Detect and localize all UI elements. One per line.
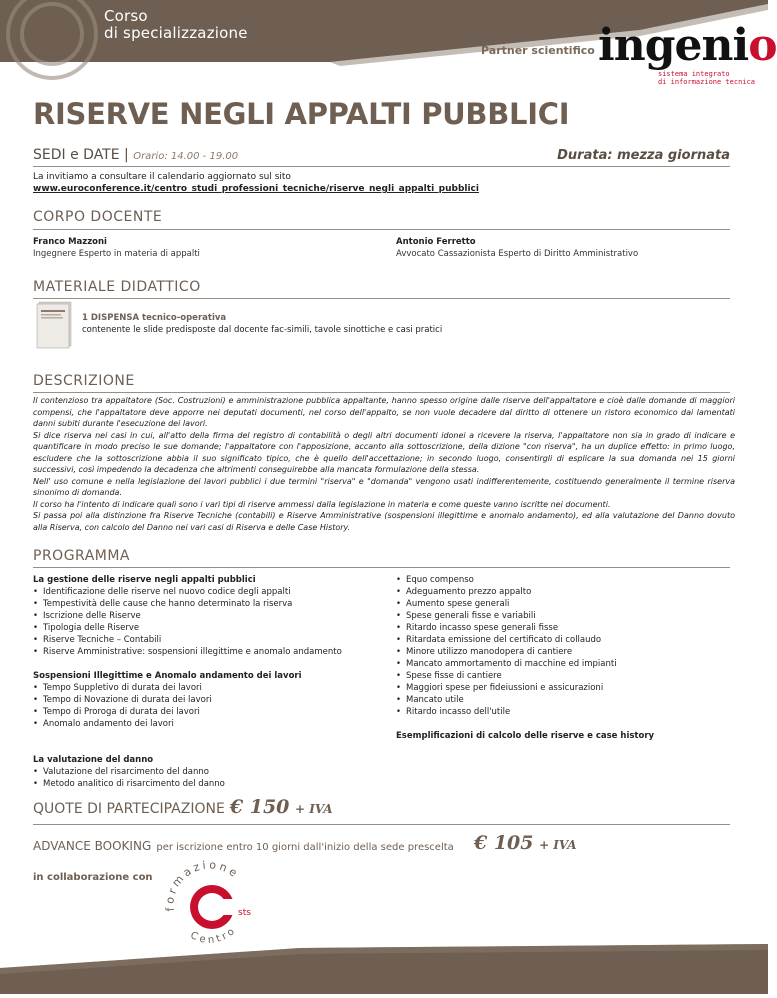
footer-band	[0, 944, 768, 994]
list-item: • Adeguamento prezzo appalto	[396, 586, 654, 598]
divider	[33, 298, 730, 299]
description-paragraph: Si dice riserva nei casi in cui, all'atto della firma del registro di contabilità o degli altri documenti idonei a ricevere la riserva, l'appaltatore non sia in grado di indicare e quantificare in modo preciso le sue domande; l'appaltatore con l'apposizione, accanto alla sottoscrizione, della dizione "con riserva", ha un duplice effetto: in primo luogo, escludere che la sottoscrizione abbia il suo significato tipico, che è quello dell'accettazione; in secondo luogo, consentirgli di esplicare la sua domanda nei 15 giorni successivi, così impedendo la decadenza che altrimenti conseguirebbe alla mancata formulazione della stessa.	[33, 430, 735, 474]
price-main: € 150 + IVA	[229, 796, 333, 818]
program-group-heading: Esemplificazioni di calcolo delle riserve e case history	[396, 731, 655, 741]
teacher-name: Antonio Ferretto	[396, 237, 476, 247]
sedi-date-row	[33, 147, 730, 167]
program-right-column	[396, 574, 654, 742]
list-item: • Riserve Amministrative: sospensioni illegittime e anomalo andamento	[33, 646, 342, 658]
section-title-programma: PROGRAMMA	[33, 548, 131, 564]
divider	[33, 824, 730, 825]
logo-ring-bottom-text: Centro	[188, 924, 240, 946]
calendar-link[interactable]: www.euroconference.it/centro_studi_professioni_tecniche/riserve_negli_appalti_pubblici	[33, 184, 479, 194]
teacher-role: Avvocato Cassazionista Esperto di Diritto Amministrativo	[396, 249, 639, 259]
course-type-label: Corso di specializzazione	[104, 7, 248, 42]
dispensa-title: 1 DISPENSA tecnico-operativa	[82, 313, 227, 323]
course-title: RISERVE NEGLI APPALTI PUBBLICI	[33, 97, 570, 131]
program-left-column	[33, 574, 342, 790]
list-item: • Tempo di Proroga di durata dei lavori	[33, 706, 342, 718]
logo-ring-right-text: sts	[238, 908, 251, 918]
list-item: • Anomalo andamento dei lavori	[33, 718, 342, 730]
advance-sub: per iscrizione entro 10 giorni dall'inizio della sede prescelta	[156, 842, 454, 853]
dispensa-book-image	[36, 300, 74, 350]
centro-sts-logo	[160, 855, 260, 955]
section-title-descrizione: DESCRIZIONE	[33, 373, 135, 389]
orario-text: Orario: 14.00 - 19.00	[133, 151, 239, 162]
durata-text: Durata: mezza giornata	[557, 148, 730, 163]
list-item: • Riserve Tecniche – Contabili	[33, 634, 342, 646]
list-item: • Identificazione delle riserve nel nuovo codice degli appalti	[33, 586, 342, 598]
list-item: • Tempo di Novazione di durata dei lavori	[33, 694, 342, 706]
dispensa-description: contenente le slide predisposte dal docente fac-simili, tavole sinottiche e casi pratici	[82, 325, 443, 335]
description-paragraph: Si passa poi alla distinzione fra Riserve Tecniche (contabili) e Riserve Amministrative (sospensioni illegittime e anomalo andamento), ed alla valutazione del Danno dovuto alla Riserva, con calcolo del Danno nei vari casi di Riserva e delle Case History.	[33, 511, 735, 532]
list-item: • Tempestività delle cause che hanno determinato la riserva	[33, 598, 342, 610]
program-group-heading: La valutazione del danno	[33, 755, 154, 765]
divider	[33, 567, 730, 568]
divider	[33, 229, 730, 230]
list-item: • Spese fisse di cantiere	[396, 670, 654, 682]
list-item: • Equo compenso	[396, 574, 654, 586]
program-group-heading: La gestione delle riserve negli appalti pubblici	[33, 575, 256, 585]
divider	[33, 392, 730, 393]
partner-label: Partner scientifico	[481, 44, 595, 57]
list-item: • Iscrizione delle Riserve	[33, 610, 342, 622]
quote-label: QUOTE DI PARTECIPAZIONE	[33, 801, 225, 817]
list-item: • Mancato utile	[396, 694, 654, 706]
description-text	[33, 395, 735, 533]
advance-label: ADVANCE BOOKING	[33, 839, 152, 853]
list-item: • Aumento spese generali	[396, 598, 654, 610]
price-advance: € 105 + IVA	[474, 832, 577, 854]
advance-booking-row	[33, 835, 454, 854]
divider	[33, 166, 730, 167]
list-item: • Metodo analitico di risarcimento del danno	[33, 778, 342, 790]
list-item: • Ritardata emissione del certificato di collaudo	[396, 634, 654, 646]
list-item: • Tipologia delle Riserve	[33, 622, 342, 634]
ingenio-logo: ingenio sistema integrato di informazione tecnica	[598, 20, 777, 86]
description-paragraph: Il contenzioso tra appaltatore (Soc. Costruzioni) e amministrazione pubblica appaltante, hanno spesso origine dalle riserve dell'appaltatore e cioè dalle domande di maggiori compensi, che l'appaltatore deve apporre nei deputati documenti, nel corso dell'appalto, se non vuole decadere dal diritto di ottenere un ristoro economico dai lamentati danni subiti durante l'esecuzione dei lavori.	[33, 396, 735, 428]
logo-ring-top-text: formazione	[163, 858, 242, 912]
teacher-role: Ingegnere Esperto in materia di appalti	[33, 249, 200, 259]
program-group-heading: Sospensioni Illegittime e Anomalo andamento dei lavori	[33, 671, 302, 681]
description-paragraph: Il corso ha l'intento di indicare quali sono i vari tipi di riserve ammessi dalla legislazione in materia e come queste vanno iscritte nei documenti.	[33, 499, 611, 509]
quote-row	[33, 796, 333, 818]
description-paragraph: Nell' uso comune e nella legislazione dei lavori pubblici i due termini "riserva" e "domanda" vengono usati indifferentemente, costituendo generalmente il termine riserva sinonimo di domanda.	[33, 476, 735, 497]
sedi-label: SEDI e DATE |	[33, 147, 134, 163]
list-item: • Minore utilizzo manodopera di cantiere	[396, 646, 654, 658]
section-title-docenti: CORPO DOCENTE	[33, 209, 163, 225]
collaboration-label: in collaborazione con	[33, 872, 153, 883]
list-item: • Valutazione del risarcimento del danno	[33, 766, 342, 778]
list-item: • Spese generali fisse e variabili	[396, 610, 654, 622]
section-title-materiale: MATERIALE DIDATTICO	[33, 279, 201, 295]
list-item: • Ritardo incasso dell'utile	[396, 706, 654, 718]
list-item: • Mancato ammortamento di macchine ed impianti	[396, 658, 654, 670]
list-item: • Maggiori spese per fideiussioni e assicurazioni	[396, 682, 654, 694]
teacher-name: Franco Mazzoni	[33, 237, 107, 247]
list-item: • Ritardo incasso spese generali fisse	[396, 622, 654, 634]
list-item: • Tempo Suppletivo di durata dei lavori	[33, 682, 342, 694]
invite-text: La invitiamo a consultare il calendario aggiornato sul sito	[33, 172, 291, 182]
